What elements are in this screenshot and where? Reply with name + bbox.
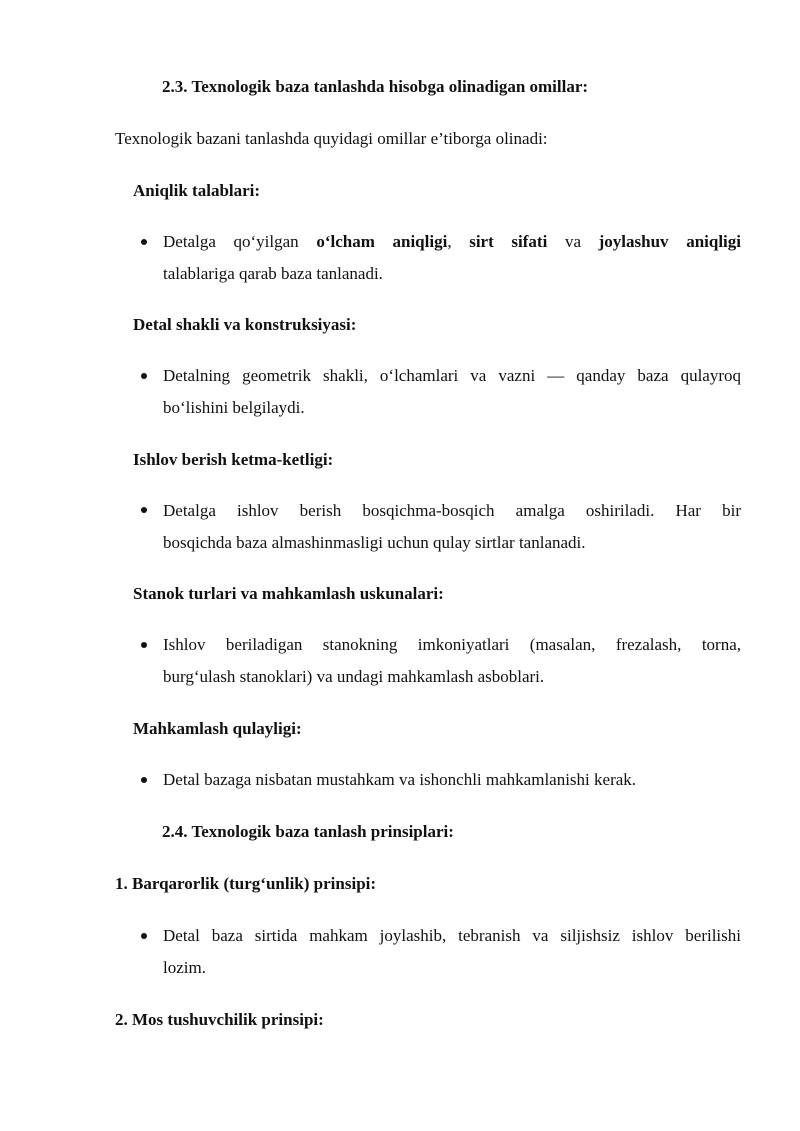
- principle-stability-line-1: Detal baza sirtida mahkam joylashib, tebranish va siljishsiz ishlov berilishi: [163, 926, 741, 945]
- bullet-icon: [141, 642, 147, 648]
- factor-title-accuracy: Aniqlik talablari:: [133, 181, 261, 200]
- factor-fixing-line-1: Detal bazaga nisbatan mustahkam va ishonchli mahkamlanishi kerak.: [163, 770, 637, 789]
- factor-title-fixing: Mahkamlash qulayligi:: [133, 719, 302, 738]
- bullet-icon: [141, 777, 147, 783]
- principle-title-compatibility: 2. Mos tushuvchilik prinsipi:: [115, 1010, 324, 1029]
- factor-title-sequence: Ishlov berish ketma-ketligi:: [133, 450, 334, 469]
- bullet-icon: [141, 933, 147, 939]
- section-2-3-intro: Texnologik bazani tanlashda quyidagi omillar e’tiborga olinadi:: [115, 129, 548, 148]
- factor-title-shape: Detal shakli va konstruksiyasi:: [133, 315, 357, 334]
- factor-accuracy-line-1: Detalga qo‘yilgan o‘lcham aniqligi, sirt sifati va joylashuv aniqligi: [163, 232, 741, 251]
- section-2-4-heading: 2.4. Texnologik baza tanlash prinsiplari:: [162, 822, 454, 841]
- factor-shape-line-1: Detalning geometrik shakli, o‘lchamlari va vazni — qanday baza qulayroq: [163, 366, 741, 385]
- principle-stability-line-2: lozim.: [163, 958, 206, 977]
- bullet-icon: [141, 507, 147, 513]
- bullet-icon: [141, 239, 147, 245]
- factor-machines-line-2: burg‘ulash stanoklari) va undagi mahkamlash asboblari.: [163, 667, 545, 686]
- section-2-3-heading: 2.3. Texnologik baza tanlashda hisobga olinadigan omillar:: [162, 77, 589, 96]
- factor-title-machines: Stanok turlari va mahkamlash uskunalari:: [133, 584, 444, 603]
- factor-machines-line-1: Ishlov beriladigan stanokning imkoniyatlari (masalan, frezalash, torna,: [163, 635, 741, 654]
- factor-sequence-line-1: Detalga ishlov berish bosqichma-bosqich amalga oshiriladi. Har bir: [163, 501, 741, 520]
- factor-shape-line-2: bo‘lishini belgilaydi.: [163, 398, 305, 417]
- factor-accuracy-line-2: talablariga qarab baza tanlanadi.: [163, 264, 383, 283]
- principle-title-stability: 1. Barqarorlik (turg‘unlik) prinsipi:: [115, 874, 377, 893]
- factor-sequence-line-2: bosqichda baza almashinmasligi uchun qulay sirtlar tanlanadi.: [163, 533, 586, 552]
- bullet-icon: [141, 373, 147, 379]
